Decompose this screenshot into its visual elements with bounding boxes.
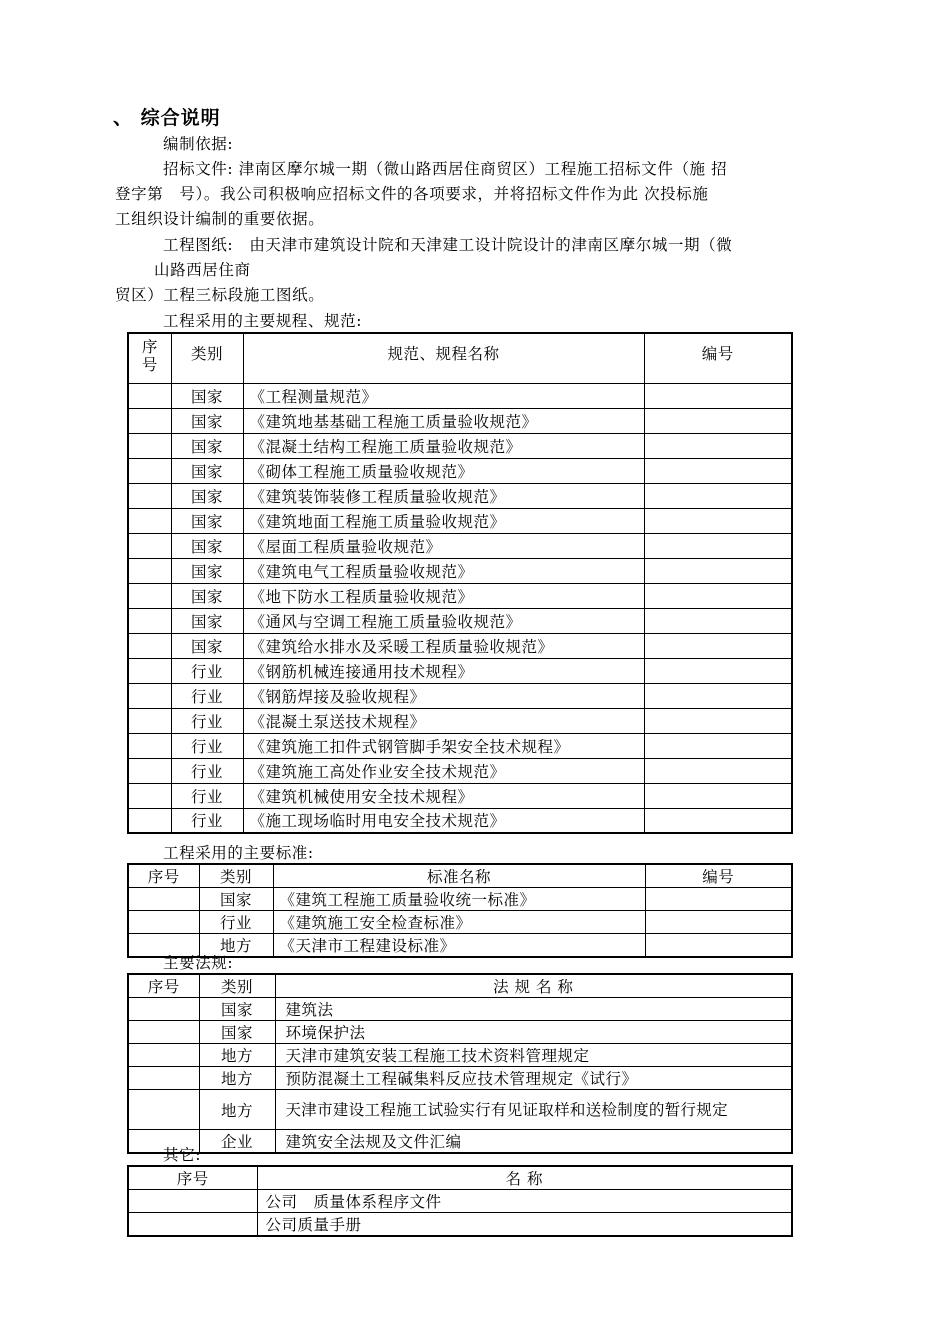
others-cell-name: 公司质量手册 — [257, 1213, 792, 1237]
codes-row — [128, 483, 792, 508]
codes-cell-number — [644, 633, 792, 658]
codes-cell-seq — [128, 658, 171, 683]
codes-cell-type: 行业 — [171, 658, 243, 683]
codes-cell-name: 《建筑机械使用安全技术规程》 — [243, 783, 644, 808]
standards-cell-type: 地方 — [199, 934, 273, 958]
standards-header-seq: 序号 — [128, 864, 199, 888]
codes-cell-number — [644, 583, 792, 608]
codes-cell-name: 《建筑施工扣件式钢管脚手架安全技术规程》 — [243, 733, 644, 758]
codes-row — [128, 783, 792, 808]
codes-cell-name: 《通风与空调工程施工质量验收规范》 — [243, 608, 644, 633]
codes-cell-seq — [128, 783, 171, 808]
others-header-name: 名 称 — [257, 1166, 792, 1190]
codes-cell-type: 国家 — [171, 608, 243, 633]
codes-row — [128, 808, 792, 833]
laws-caption: 主要法规: — [163, 954, 234, 972]
standards-cell-name: 《天津市工程建设标准》 — [273, 934, 645, 958]
laws-header-seq: 序号 — [128, 974, 199, 998]
codes-cell-number — [644, 708, 792, 733]
codes-cell-number — [644, 458, 792, 483]
codes-cell-number — [644, 558, 792, 583]
codes-cell-name: 《建筑地面工程施工质量验收规范》 — [243, 508, 644, 533]
codes-cell-seq — [128, 758, 171, 783]
codes-row — [128, 383, 792, 408]
laws-row — [128, 1090, 792, 1130]
codes-cell-number — [644, 758, 792, 783]
laws-cell-type: 地方 — [199, 1067, 275, 1090]
standards-row — [128, 888, 792, 911]
codes-table — [127, 332, 793, 834]
standards-cell-number — [645, 934, 792, 958]
codes-caption: 工程采用的主要规程、规范: — [163, 312, 363, 330]
standards-header-number: 编号 — [645, 864, 792, 888]
laws-cell-type: 地方 — [199, 1090, 275, 1130]
standards-cell-number — [645, 911, 792, 934]
laws-cell-name: 建筑法 — [275, 998, 792, 1021]
codes-cell-seq — [128, 733, 171, 758]
codes-cell-number — [644, 383, 792, 408]
codes-cell-number — [644, 608, 792, 633]
laws-header-row — [128, 974, 792, 998]
standards-cell-seq — [128, 888, 199, 911]
laws-row — [128, 998, 792, 1021]
codes-cell-name: 《混凝土结构工程施工质量验收规范》 — [243, 433, 644, 458]
standards-cell-name: 《建筑施工安全检查标准》 — [273, 911, 645, 934]
codes-row — [128, 458, 792, 483]
laws-header-type: 类别 — [199, 974, 275, 998]
codes-cell-seq — [128, 633, 171, 658]
laws-cell-seq — [128, 1090, 199, 1130]
codes-header-number: 编号 — [644, 333, 792, 383]
codes-cell-number — [644, 533, 792, 558]
codes-cell-number — [644, 658, 792, 683]
standards-header-name: 标准名称 — [273, 864, 645, 888]
codes-cell-type: 行业 — [171, 783, 243, 808]
laws-cell-type: 企业 — [199, 1130, 275, 1154]
codes-cell-type: 国家 — [171, 533, 243, 558]
codes-header-row — [128, 333, 792, 383]
laws-cell-name: 天津市建设工程施工试验实行有见证取样和送检制度的暂行规定 — [275, 1090, 792, 1130]
codes-cell-number — [644, 433, 792, 458]
standards-cell-number — [645, 888, 792, 911]
codes-cell-seq — [128, 408, 171, 433]
others-header-seq: 序号 — [128, 1166, 257, 1190]
codes-cell-number — [644, 733, 792, 758]
standards-cell-type: 行业 — [199, 911, 273, 934]
codes-row — [128, 758, 792, 783]
section-heading: 、 综合说明 — [113, 107, 221, 129]
standards-header-row — [128, 864, 792, 888]
standards-cell-type: 国家 — [199, 888, 273, 911]
codes-cell-type: 国家 — [171, 458, 243, 483]
codes-cell-seq — [128, 608, 171, 633]
codes-cell-type: 国家 — [171, 558, 243, 583]
standards-cell-name: 《建筑工程施工质量验收统一标准》 — [273, 888, 645, 911]
codes-cell-name: 《钢筋焊接及验收规程》 — [243, 683, 644, 708]
codes-cell-seq — [128, 508, 171, 533]
codes-cell-seq — [128, 808, 171, 833]
laws-cell-name: 建筑安全法规及文件汇编 — [275, 1130, 792, 1154]
codes-cell-type: 国家 — [171, 633, 243, 658]
codes-cell-type: 行业 — [171, 808, 243, 833]
laws-row — [128, 1044, 792, 1067]
codes-cell-seq — [128, 483, 171, 508]
codes-cell-name: 《地下防水工程质量验收规范》 — [243, 583, 644, 608]
codes-row — [128, 558, 792, 583]
codes-cell-seq — [128, 433, 171, 458]
laws-row — [128, 1067, 792, 1090]
laws-cell-type: 地方 — [199, 1044, 275, 1067]
laws-cell-seq — [128, 998, 199, 1021]
codes-cell-type: 国家 — [171, 408, 243, 433]
codes-cell-number — [644, 408, 792, 433]
codes-cell-name: 《屋面工程质量验收规范》 — [243, 533, 644, 558]
codes-cell-name: 《工程测量规范》 — [243, 383, 644, 408]
laws-cell-seq — [128, 1021, 199, 1044]
codes-cell-number — [644, 683, 792, 708]
codes-row — [128, 433, 792, 458]
laws-table — [127, 973, 793, 1154]
standards-row — [128, 911, 792, 934]
codes-row — [128, 683, 792, 708]
laws-cell-name: 环境保护法 — [275, 1021, 792, 1044]
codes-cell-type: 行业 — [171, 733, 243, 758]
bid-doc-line-3: 工组织设计编制的重要依据。 — [115, 210, 325, 228]
codes-row — [128, 583, 792, 608]
codes-cell-type: 国家 — [171, 383, 243, 408]
bid-doc-line-1: 招标文件: 津南区摩尔城一期（微山路西居住商贸区）工程施工招标文件（施 招 — [163, 160, 728, 178]
codes-cell-name: 《混凝土泵送技术规程》 — [243, 708, 644, 733]
codes-cell-name: 《施工现场临时用电安全技术规范》 — [243, 808, 644, 833]
codes-header-seq: 序号 — [128, 333, 171, 383]
codes-row — [128, 533, 792, 558]
others-caption: 其它: — [163, 1146, 202, 1164]
codes-cell-seq — [128, 683, 171, 708]
codes-cell-type: 国家 — [171, 508, 243, 533]
codes-cell-name: 《砌体工程施工质量验收规范》 — [243, 458, 644, 483]
codes-cell-name: 《钢筋机械连接通用技术规程》 — [243, 658, 644, 683]
codes-header-type: 类别 — [171, 333, 243, 383]
codes-cell-name: 《建筑施工高处作业安全技术规范》 — [243, 758, 644, 783]
codes-cell-type: 行业 — [171, 708, 243, 733]
codes-cell-seq — [128, 533, 171, 558]
drawings-line-3: 贸区）工程三标段施工图纸。 — [115, 286, 325, 304]
codes-row — [128, 708, 792, 733]
others-row — [128, 1190, 792, 1213]
basis-label: 编制依据: — [163, 135, 234, 153]
codes-cell-name: 《建筑地基基础工程施工质量验收规范》 — [243, 408, 644, 433]
standards-cell-seq — [128, 911, 199, 934]
others-row — [128, 1213, 792, 1237]
codes-cell-name: 《建筑装饰装修工程质量验收规范》 — [243, 483, 644, 508]
laws-cell-name: 预防混凝土工程碱集料反应技术管理规定《试行》 — [275, 1067, 792, 1090]
codes-cell-number — [644, 483, 792, 508]
codes-cell-type: 国家 — [171, 583, 243, 608]
codes-cell-seq — [128, 558, 171, 583]
codes-cell-type: 国家 — [171, 483, 243, 508]
codes-cell-seq — [128, 458, 171, 483]
codes-row — [128, 408, 792, 433]
codes-cell-type: 行业 — [171, 758, 243, 783]
laws-cell-type: 国家 — [199, 998, 275, 1021]
codes-row — [128, 508, 792, 533]
drawings-line-2: 山路西居住商 — [154, 261, 251, 279]
laws-cell-type: 国家 — [199, 1021, 275, 1044]
codes-row — [128, 658, 792, 683]
laws-cell-name: 天津市建筑安装工程施工技术资料管理规定 — [275, 1044, 792, 1067]
codes-cell-number — [644, 508, 792, 533]
standards-table — [127, 863, 793, 958]
codes-cell-seq — [128, 708, 171, 733]
laws-cell-seq — [128, 1067, 199, 1090]
drawings-line-1: 工程图纸: 由天津市建筑设计院和天津建工设计院设计的津南区摩尔城一期（微 — [163, 236, 733, 254]
standards-caption: 工程采用的主要标准: — [163, 844, 314, 862]
laws-cell-seq — [128, 1044, 199, 1067]
others-cell-name: 公司 质量体系程序文件 — [257, 1190, 792, 1213]
codes-row — [128, 633, 792, 658]
codes-cell-name: 《建筑给水排水及采暖工程质量验收规范》 — [243, 633, 644, 658]
laws-row — [128, 1130, 792, 1154]
codes-cell-name: 《建筑电气工程质量验收规范》 — [243, 558, 644, 583]
codes-cell-type: 国家 — [171, 433, 243, 458]
codes-row — [128, 733, 792, 758]
bid-doc-line-2: 登字第 号）。我公司积极响应招标文件的各项要求，并将招标文件作为此 次投标施 — [115, 185, 709, 203]
laws-row — [128, 1021, 792, 1044]
codes-cell-number — [644, 783, 792, 808]
others-table — [127, 1165, 793, 1237]
others-header-row — [128, 1166, 792, 1190]
codes-cell-type: 行业 — [171, 683, 243, 708]
standards-header-type: 类别 — [199, 864, 273, 888]
others-cell-seq — [128, 1213, 257, 1237]
codes-cell-number — [644, 808, 792, 833]
codes-header-name: 规范、规程名称 — [243, 333, 644, 383]
codes-cell-seq — [128, 383, 171, 408]
codes-row — [128, 608, 792, 633]
codes-cell-seq — [128, 583, 171, 608]
others-cell-seq — [128, 1190, 257, 1213]
laws-header-name: 法 规 名 称 — [275, 974, 792, 998]
